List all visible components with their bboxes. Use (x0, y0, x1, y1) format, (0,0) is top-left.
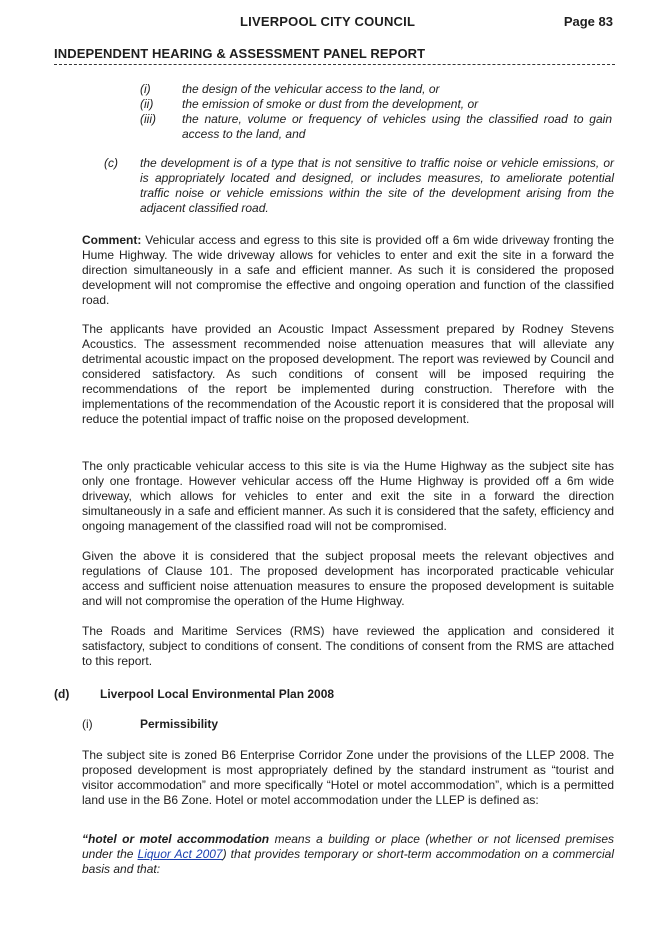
liquor-act-link[interactable]: Liquor Act 2007 (137, 847, 223, 861)
definition-term: “hotel or motel accommodation (82, 832, 270, 846)
access-paragraph: The only practicable vehicular access to this site is via the Hume Highway as the subject site has only one frontage. However vehicular access off the Hume Highway is provided off a 6m wide driveway, which allows for vehicles to enter and exit the site in a forward the direction simultaneously in a safe and efficient manner. As such it is considered that the safety, efficiency and ongoing management of the classified road will not be compromised. (82, 459, 614, 533)
subsection-title: Permissibility (140, 717, 219, 731)
definition-paragraph (82, 832, 614, 877)
clause-number: (c) (104, 156, 118, 170)
page-number: Page 83 (563, 14, 613, 29)
comment-paragraph (82, 233, 614, 308)
clause-101-paragraph: Given the above it is considered that the subject proposal meets the relevant objectives and regulations of Clause 101. The proposed development has incorporated practicable vehicular access and sufficient noise attenuation measures to ensure the proposed development is suitable and will not compromise the operation of the Hume Highway. (82, 549, 614, 608)
acoustic-paragraph: The applicants have provided an Acoustic Impact Assessment prepared by Rodney Stevens Acoustics. The assessment recommended noise attenuation measures that will alleviate any detrimental acoustic impact on the proposed development. The report was reviewed by Council and considered satisfactory. As such conditions of consent will be imposed requiring the recommendations of the report be implemented during construction. Therefore with the implementations of the recommendation of the Acoustic report it is considered that the proposal will reduce the potential impact of traffic noise on the proposed development. (82, 322, 614, 426)
item-text: the emission of smoke or dust from the development, or (182, 97, 479, 111)
definition-text-2: ) that provides temporary or short-term accommodation on a commercial basis and that: (82, 847, 614, 876)
comment-label: Comment: (82, 233, 142, 247)
report-title: INDEPENDENT HEARING & ASSESSMENT PANEL REPORT (54, 46, 426, 61)
clause-text: the development is of a type that is not sensitive to traffic noise or vehicle emissions, or is appropriately located and designed, or includes measures, to ameliorate potential traffic noise or vehicle emissions within the site of the development arising from the adjacent classified road. (140, 156, 614, 215)
subsection-number: (i) (82, 717, 93, 731)
item-number: (i) (140, 82, 151, 96)
section-d-title: Liverpool Local Environmental Plan 2008 (100, 687, 335, 701)
item-text: the nature, volume or frequency of vehicles using the classified road to gain access to the land, and (182, 112, 612, 141)
item-number: (ii) (140, 97, 154, 111)
section-d-number: (d) (54, 687, 70, 701)
zoning-paragraph: The subject site is zoned B6 Enterprise Corridor Zone under the provisions of the LLEP 2008. The proposed development is most appropriately defined by the standard instrument as “tourist and visitor accommodation” and more specifically “Hotel or motel accommodation”, which is a permitted land use in the B6 Zone. Hotel or motel accommodation under the LLEP is defined as: (82, 748, 614, 807)
council-name: LIVERPOOL CITY COUNCIL (240, 14, 416, 29)
item-text: the design of the vehicular access to the land, or (182, 82, 440, 96)
definition-text-1: means a building or place (whether or not licensed premises under the (82, 832, 614, 861)
page-header (0, 14, 653, 32)
item-number: (iii) (140, 112, 156, 126)
rms-paragraph: The Roads and Maritime Services (RMS) have reviewed the application and considered it satisfactory, subject to conditions of consent. The conditions of consent from the RMS are attached to this report. (82, 624, 614, 668)
comment-text: Vehicular access and egress to this site is provided off a 6m wide driveway fronting the Hume Highway. The wide driveway allows for vehicles to enter and exit the site in a forward the direction simultaneously in a safe and efficient manner. As such it is considered the proposed development will not compromise the effective and ongoing operation and function of the classified road. (82, 233, 614, 307)
header-divider (54, 64, 615, 65)
